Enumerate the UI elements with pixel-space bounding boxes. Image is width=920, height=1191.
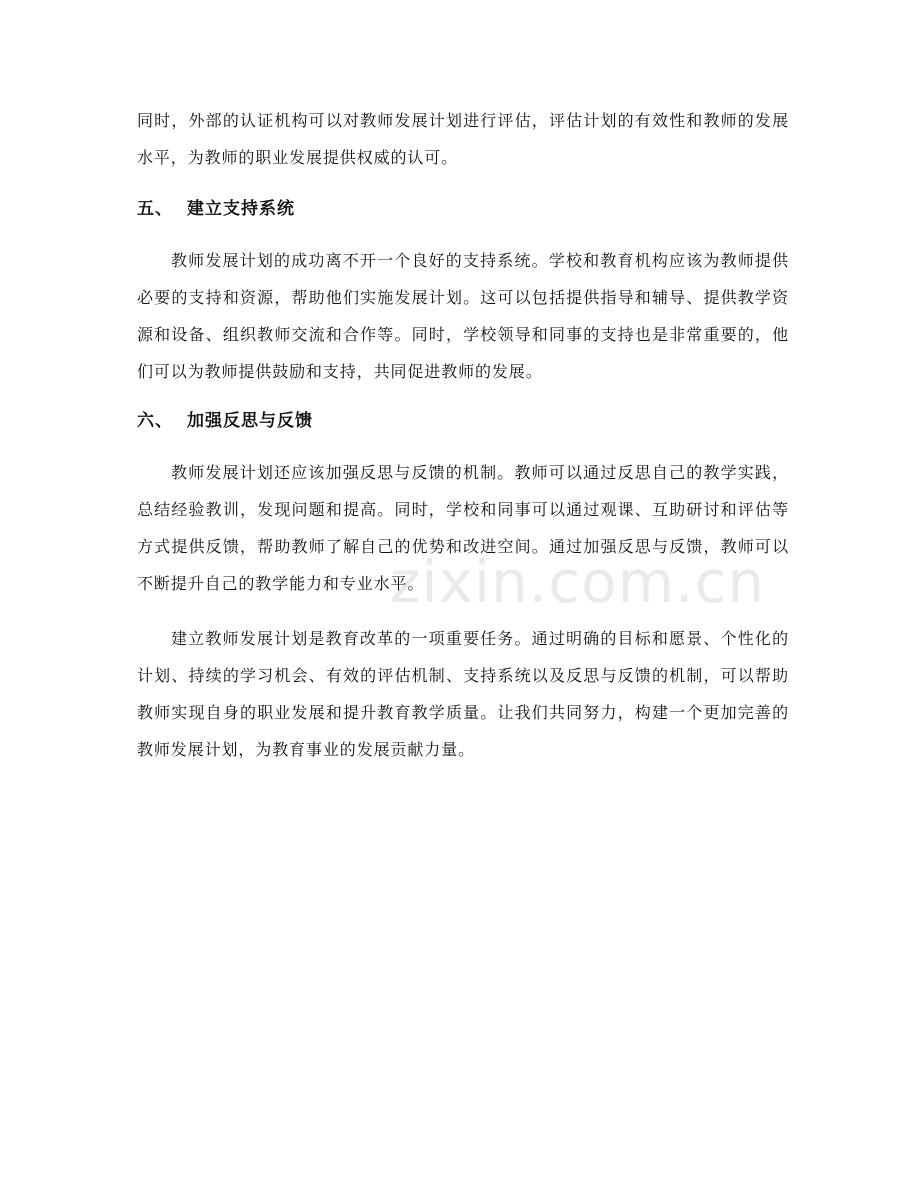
section-5-number: 五、 xyxy=(137,199,173,219)
section-5-title: 建立支持系统 xyxy=(187,199,295,219)
section-6-number: 六、 xyxy=(137,411,173,431)
section-5-body: 教师发展计划的成功离不开一个良好的支持系统。学校和教育机构应该为教师提供必要的支持和资源，帮助他们实施发展计划。这可以包括提供指导和辅导、提供教学资源和设备、组织教师交流和合作等。同时，学校领导和同事的支持也是非常重要的，他们可以为教师提供鼓励和支持，共同促进教师的发展。 xyxy=(137,251,789,381)
section-6-heading xyxy=(137,408,789,434)
conclusion-paragraph: 建立教师发展计划是教育改革的一项重要任务。通过明确的目标和愿景、个性化的计划、持续的学习机会、有效的评估机制、支持系统以及反思与反馈的机制，可以帮助教师实现自身的职业发展和提升教育教学质量。让我们共同努力，构建一个更加完善的教师发展计划，为教育事业的发展贡献力量。 xyxy=(137,629,789,759)
section-5-heading xyxy=(137,196,789,222)
watermark: zixin.com.cn xyxy=(390,548,766,616)
intro-paragraph: 同时，外部的认证机构可以对教师发展计划进行评估，评估计划的有效性和教师的发展水平，为教师的职业发展提供权威的认可。 xyxy=(137,111,789,167)
section-6-title: 加强反思与反馈 xyxy=(187,411,313,431)
section-6-body: 教师发展计划还应该加强反思与反馈的机制。教师可以通过反思自己的教学实践，总结经验教训，发现问题和提高。同时，学校和同事可以通过观课、互助研讨和评估等方式提供反馈，帮助教师了解自己的优势和改进空间。通过加强反思与反馈，教师可以不断提升自己的教学能力和专业水平。 xyxy=(137,463,789,593)
document-page xyxy=(137,102,789,768)
